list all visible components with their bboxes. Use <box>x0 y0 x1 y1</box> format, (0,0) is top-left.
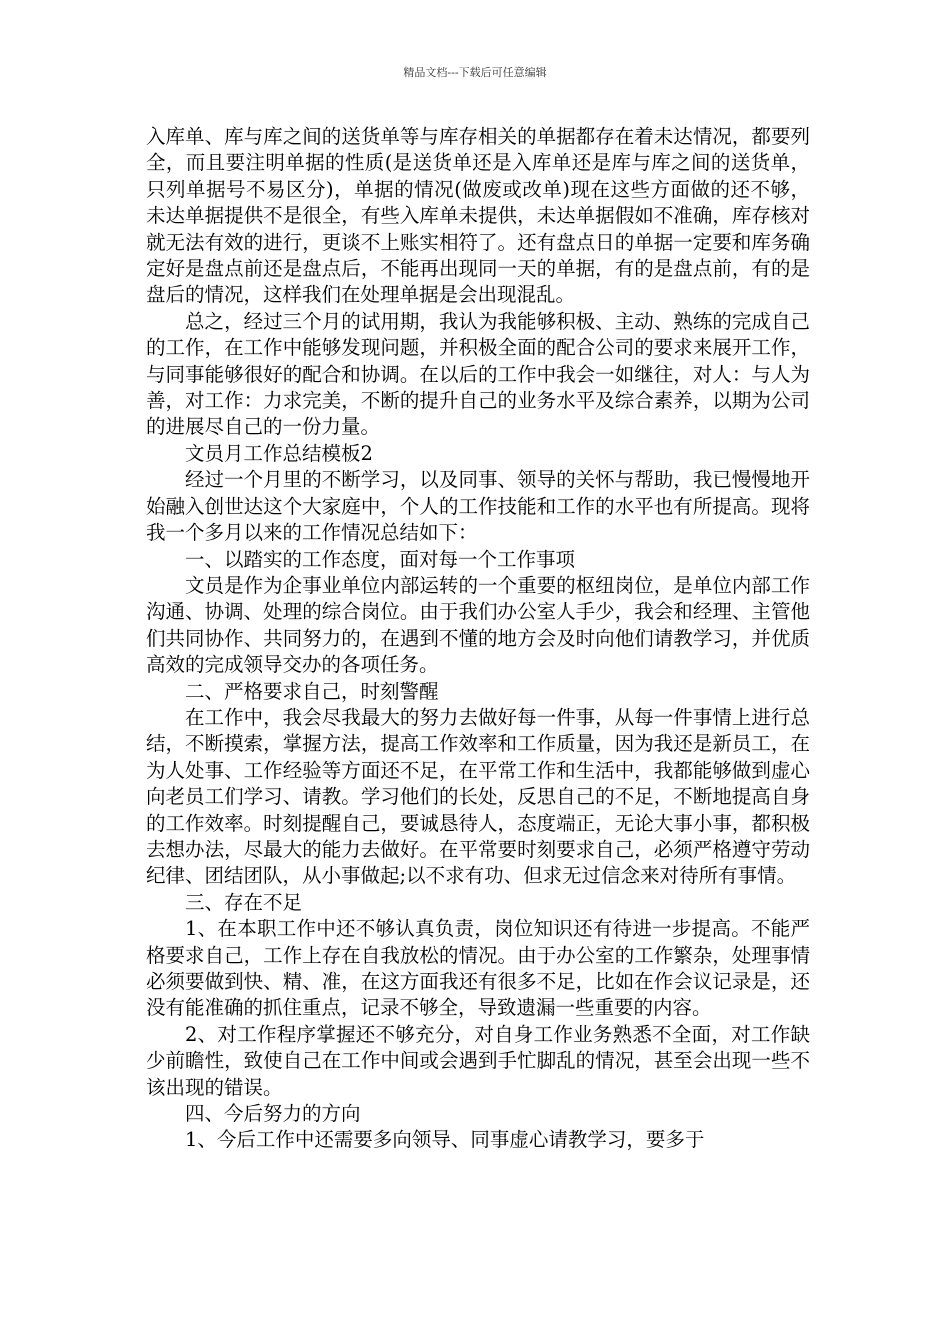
paragraph: 1、在本职工作中还不够认真负责，岗位知识还有待进一步提高。不能严格要求自己，工作上存在自我放松的情况。由于办公室的工作繁杂，处理事情必须要做到快、精、准，在这方面我还有很多不足，比如在作会议记录是，还没有能准确的抓住重点，记录不够全，导致遗漏一些重要的内容。 <box>146 917 810 1020</box>
paragraph: 经过一个月里的不断学习，以及同事、领导的关怀与帮助，我已慢慢地开始融入创世达这个大家庭中，个人的工作技能和工作的水平也有所提高。现将我一个多月以来的工作情况总结如下： <box>146 468 810 545</box>
section-heading: 三、存在不足 <box>185 890 303 914</box>
paragraph: 入库单、库与库之间的送货单等与库存相关的单据都存在着未达情况，都要列全，而且要注明单据的性质(是送货单还是入库单还是库与库之间的送货单，只列单据号不易区分)，单据的情况(做废或改单)现在这些方面做的还不够，未达单据提供不是很全，有些入库单未提供，未达单据假如不准确，库存核对就无法有效的进行，更谈不上账实相符了。还有盘点日的单据一定要和库务确定好是盘点前还是盘点后，不能再出现同一天的单据，有的是盘点前，有的是盘后的情况，这样我们在处理单据是会出现混乱。 <box>146 125 810 307</box>
paragraph: 文员是作为企事业单位内部运转的一个重要的枢纽岗位，是单位内部工作沟通、协调、处理的综合岗位。由于我们办公室人手少，我会和经理、主管他们共同协作、共同努力的，在遇到不懂的地方会及时向他们请教学习，并优质高效的完成领导交办的各项任务。 <box>146 573 810 677</box>
section-title: 文员月工作总结模板2 <box>185 441 373 465</box>
document-body <box>146 124 810 1154</box>
section-heading: 二、严格要求自己，时刻警醒 <box>185 679 439 703</box>
paragraph: 1、今后工作中还需要多向领导、同事虚心请教学习，要多于 <box>185 1128 705 1152</box>
paragraph: 总之，经过三个月的试用期，我认为我能够积极、主动、熟练的完成自己的工作，在工作中能够发现问题，并积极全面的配合公司的要求来展开工作，与同事能够很好的配合和协调。在以后的工作中我会一如继往，对人：与人为善，对工作：力求完美，不断的提升自己的业务水平及综合素养，以期为公司的进展尽自己的一份力量。 <box>146 309 810 439</box>
paragraph: 2、对工作程序掌握还不够充分，对自身工作业务熟悉不全面，对工作缺少前瞻性，致使自己在工作中间或会遇到手忙脚乱的情况，甚至会出现一些不该出现的错误。 <box>146 1022 810 1099</box>
section-heading: 四、今后努力的方向 <box>185 1102 361 1126</box>
page-header: 精品文档---下载后可任意编辑 <box>403 66 547 79</box>
section-heading: 一、以踏实的工作态度，面对每一个工作事项 <box>185 547 576 571</box>
paragraph: 在工作中，我会尽我最大的努力去做好每一件事，从每一件事情上进行总结，不断摸索，掌握方法，提高工作效率和工作质量，因为我还是新员工，在为人处事、工作经验等方面还不足，在平常工作和生活中，我都能够做到虚心向老员工们学习、请教。学习他们的长处，反思自己的不足，不断地提高自身的工作效率。时刻提醒自己，要诚恳待人，态度端正，无论大事小事，都积极去想办法，尽最大的能力去做好。在平常要时刻要求自己，必须严格遵守劳动纪律、团结团队，从小事做起;以不求有功、但求无过信念来对待所有事情。 <box>146 705 810 888</box>
